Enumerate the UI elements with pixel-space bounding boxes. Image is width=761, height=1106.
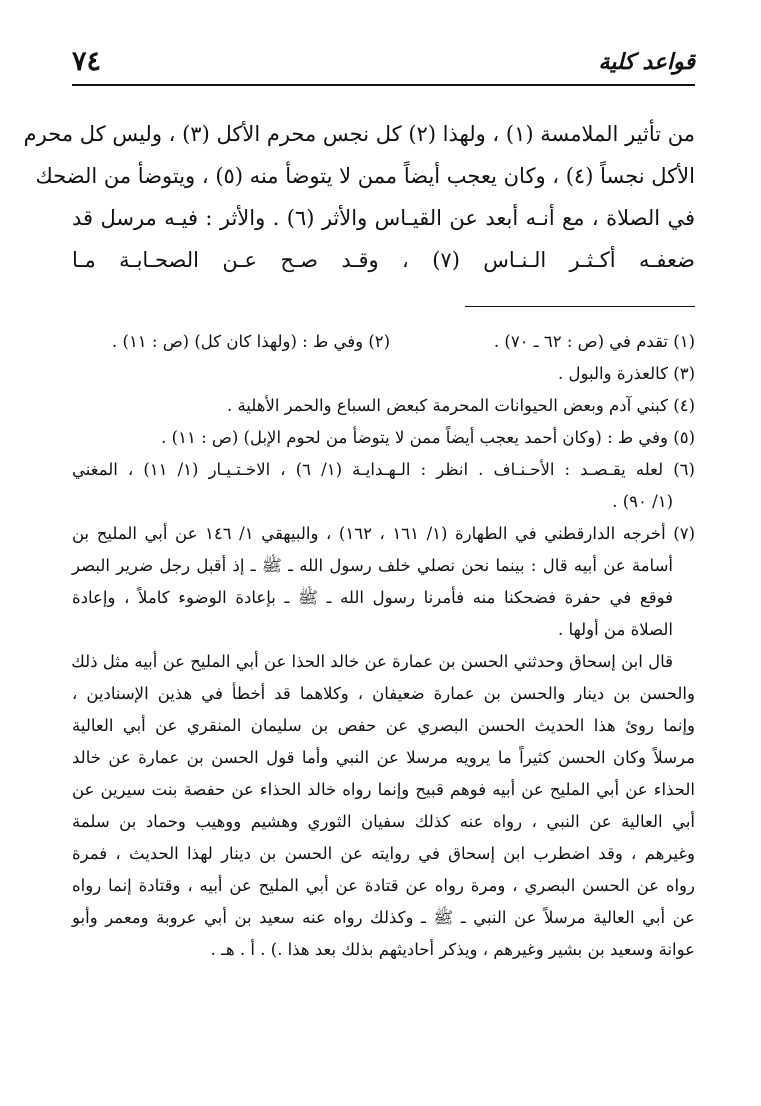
footnote-line: أسامة عن أبيه قال : بينما نحن نصلي خلف رسول الله ـ ﷺ ـ إذ أقبل رجل ضرير البصر: [72, 556, 673, 575]
footnote-1: (١) تقدم في (ص : ٦٢ ـ ٧٠) .: [493, 332, 695, 351]
footnote-4: (٤) كبني آدم وبعض الحيوانات المحرمة كبعض السباع والحمر الأهلية .: [226, 396, 695, 415]
page-header: [72, 44, 695, 86]
footnote-5: (٥) وفي ط : (وكان أحمد يعجب أيضاً ممن لا يتوضأ من لحوم الإبل) (ص : ١١) .: [161, 428, 695, 447]
footnote-line: (٧) أخرجه الدارقطني في الطهارة (١/ ١٦١ ، ١٦٢) ، والبيهقي ١/ ١٤٦ عن أبي المليح بن: [72, 524, 695, 543]
footnote-line: الصلاة من أولها .: [557, 620, 673, 639]
footnote-line: وإنما روئ هذا الحديث الحسن البصري عن حفص بن سليمان المنقري عن أبي العالية: [72, 716, 695, 735]
text-line: من تأثير الملامسة (١) ، ولهذا (٢) كل نجس محرم الأكل (٣) ، وليس كل محرم: [23, 122, 695, 146]
footnote-line: فوقع في حفرة فضحكنا منه فأمرنا رسول الله ـ ﷺ ـ بإعادة الوضوء كاملاً ، وإعادة: [72, 588, 673, 607]
footnote-line: (٦) لعله يقـصـد : الأحـنـاف . انظر : الـهـدايـة (١/ ٦) ، الاخـتـيـار (١/ ١١) ، المغني: [72, 460, 695, 479]
footnote-7: [72, 518, 695, 646]
text-line: في الصلاة ، مع أنـه أبعد عن القيـاس والأثر (٦) . والأثر : فيـه مرسل قد: [72, 206, 695, 230]
footnote-line: عوانة وسعيد بن بشير وغيرهم ، ويذكر أحاديثهم بذلك بعد هذا .) . أ . هـ .: [210, 940, 695, 959]
running-title: قواعد كلية: [598, 49, 695, 75]
footnote-row: [72, 326, 695, 358]
footnote-line: مرسلاً وكان الحسن كثيراً ما يرويه مرسلا عن النبي وأما قول الحسن بن عمارة عن خالد: [72, 748, 695, 767]
footnote-line: وغيرهم ، وقد اضطرب ابن إسحاق في روايته عن الحسن بن دينار لهذا الحديث ، فمرة: [72, 844, 695, 863]
footnote-line: أبي العالية عن النبي ، رواه عنه كذلك سفيان الثوري وهشيم ووهيب وحماد بن سلمة: [72, 812, 695, 831]
footnotes: [72, 326, 695, 966]
text-line: ضعفـه أكـثـر الـنـاس (٧) ، وقـد صـح عـن الصحـابـة مـا: [72, 248, 695, 272]
footnote-2: (٢) وفي ط : (ولهذا كان كل) (ص : ١١) .: [112, 332, 391, 351]
footnote-line: والحسن بن دينار والحسن بن عمارة ضعيفان ، وكلاهما قد أخطأ في هذين الإسنادين ،: [72, 684, 695, 703]
footnote-line: الحذاء عن أبي المليح عن أبيه فوهم قبيح وإنما رواه خالد الحذاء عن حفصة بنت سيرين عن: [72, 780, 695, 799]
footnote-line: رواه عن الحسن البصري ، ومرة رواه عن قتادة عن أبي المليح عن أبيه ، وقتادة إنما رواه: [72, 876, 695, 895]
footnote-3: (٣) كالعذرة والبول .: [558, 364, 695, 383]
footnote-line: قال ابن إسحاق وحدثني الحسن بن عمارة عن خالد الحذا عن أبي المليح عن أبيه مثل ذلك: [71, 652, 673, 671]
page-number: ٧٤: [72, 46, 102, 77]
footnote-separator: [465, 306, 695, 307]
footnote-6: [72, 454, 695, 518]
text-line: الأكل نجساً (٤) ، وكان يعجب أيضاً ممن لا يتوضأ منه (٥) ، ويتوضأ من الضحك: [35, 164, 695, 188]
main-text: [23, 113, 695, 281]
footnote-line: عن أبي العالية مرسلاً عن النبي ـ ﷺ ـ وكذلك رواه عنه سعيد بن أبي عروبة ومعمر وأبو: [72, 908, 695, 927]
footnote-7-continuation: [72, 646, 695, 966]
footnote-line: (١/ ٩٠) .: [612, 492, 673, 511]
